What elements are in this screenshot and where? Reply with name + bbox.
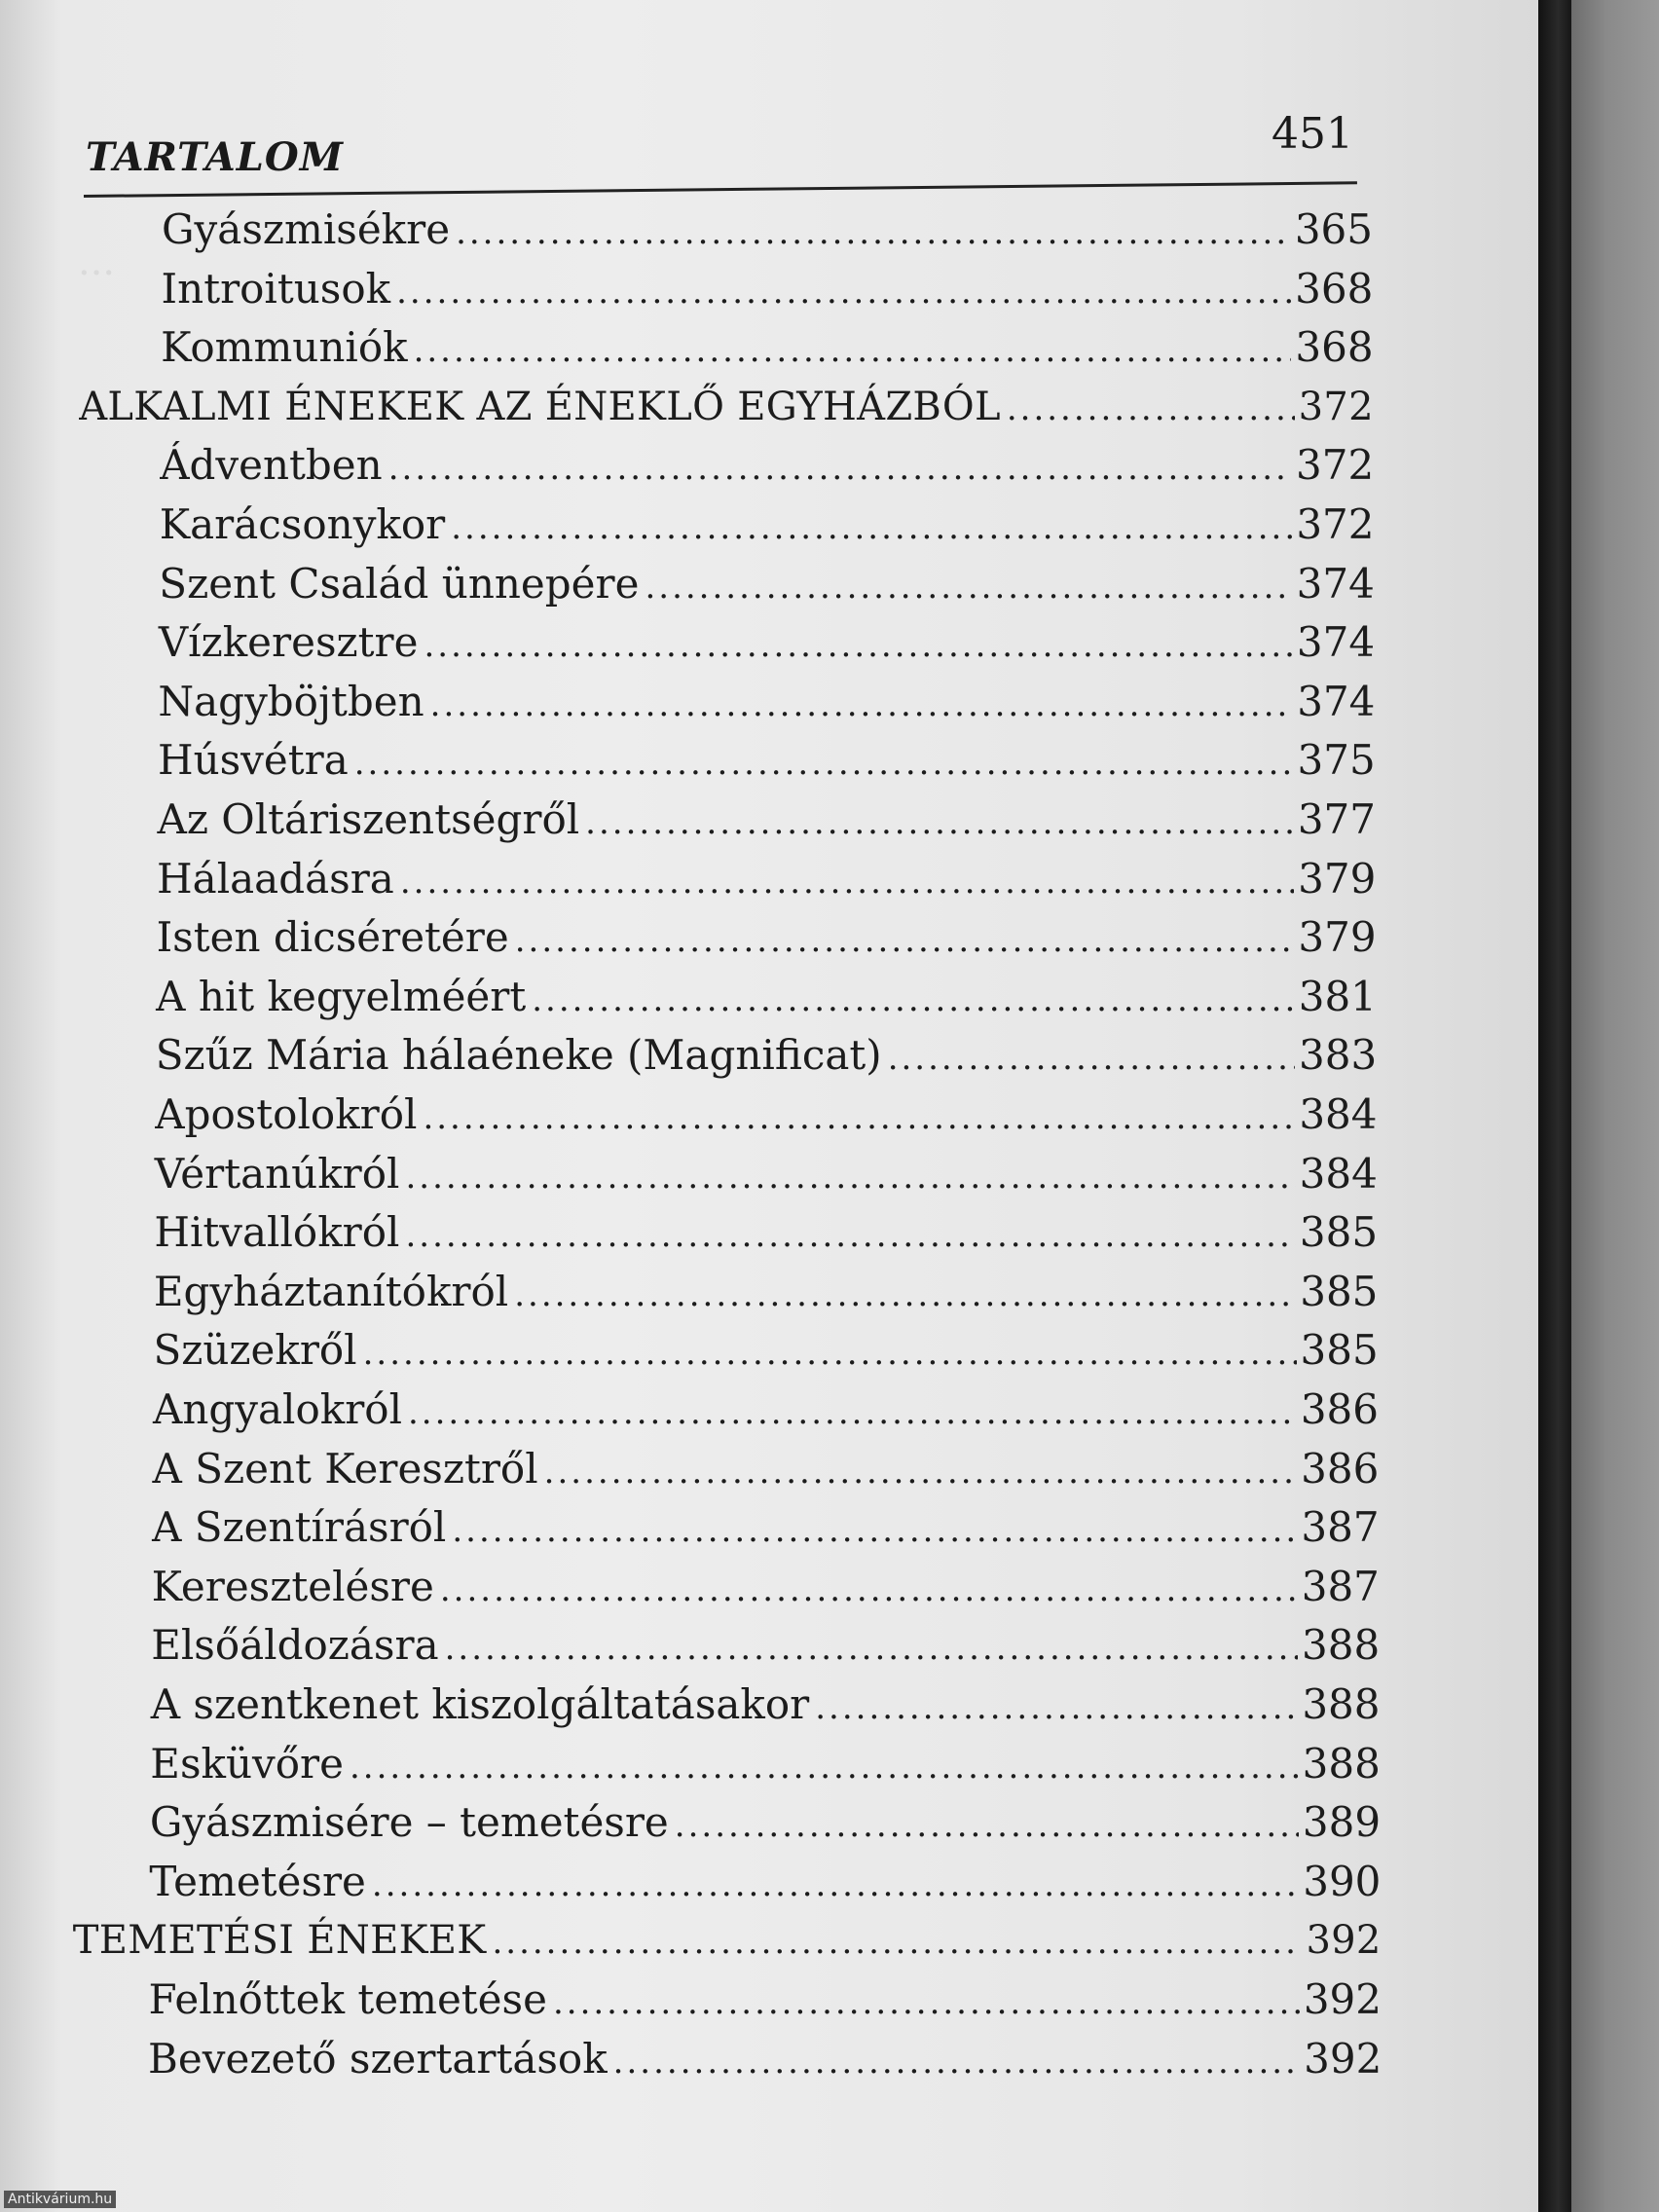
dot-leader [553,1971,1300,2029]
toc-entry [73,1911,1382,1970]
toc-entry-title: Szűz Mária hálaéneke (Magnificat) [155,1031,882,1080]
toc-entry-title: Hitvallókról [154,1208,400,1257]
toc-entry [150,1793,1381,1852]
dot-leader [675,1793,1299,1852]
toc-entry-page: 388 [1302,1680,1381,1728]
dot-leader [350,1735,1299,1793]
background-surface [1571,0,1659,2212]
dot-leader [532,968,1294,1026]
toc-entry [150,1735,1381,1793]
dot-leader [452,1498,1297,1557]
toc-entry [158,791,1377,849]
toc-entry-title: Gyászmisékre [162,205,451,253]
toc-entry [79,378,1374,436]
toc-entry [160,496,1375,554]
toc-entry-title: TEMETÉSI ÉNEKEK [72,1918,487,1964]
dot-leader [405,1203,1295,1262]
toc-entry-page: 377 [1297,795,1376,843]
toc-entry-page: 375 [1297,736,1376,785]
toc-entry [154,1203,1378,1262]
toc-entry-page: 392 [1303,1975,1382,2023]
toc-entry-title: A Szent Keresztről [152,1444,538,1493]
dot-leader [888,1026,1295,1085]
dot-leader [354,731,1294,790]
dot-leader [815,1676,1298,1734]
toc-entry [156,1026,1378,1085]
dot-leader [515,908,1295,967]
dot-leader [456,201,1291,259]
toc-entry-title: Ádventben [160,441,383,490]
dot-leader [388,436,1292,495]
toc-entry-title: Isten dicséretére [156,913,509,962]
toc-entry-page: 388 [1302,1621,1381,1670]
dot-leader [423,1086,1295,1144]
toc-entry-page: 379 [1298,913,1377,962]
dot-leader [451,496,1292,554]
toc-entry [161,318,1374,377]
toc-entry-page: 390 [1303,1857,1382,1905]
toc-entry-title: Esküvőre [150,1739,344,1788]
toc-entry [158,731,1376,790]
toc-entry [162,201,1373,259]
toc-entry-title: Introitusok [161,264,391,313]
toc-entry-page: 387 [1301,1503,1380,1552]
toc-entry-page: 374 [1297,677,1376,725]
toc-entry-title: Vízkeresztre [158,618,419,667]
toc-entry-title: Elsőáldozásra [151,1621,439,1670]
toc-entry [151,1616,1380,1675]
toc-entry [160,436,1374,495]
toc-entry [149,1971,1382,2029]
toc-entry-page: 389 [1302,1798,1382,1847]
toc-entry [156,968,1377,1026]
dot-leader [585,791,1294,849]
toc-entry [151,1676,1381,1734]
dot-leader [424,613,1292,672]
page-number: 451 [1272,109,1353,159]
toc-entry [157,908,1377,967]
toc-entry-page: 388 [1302,1739,1381,1788]
dot-leader [408,1381,1297,1439]
toc-entry-page: 392 [1306,1918,1382,1964]
toc-entry-page: 384 [1299,1149,1378,1198]
toc-entry [152,1498,1380,1557]
dot-leader [414,318,1292,377]
running-head-title: TARTALOM [86,134,345,180]
dot-leader [396,260,1291,318]
toc-entry-title: Kommuniók [161,323,408,372]
toc-entry-page: 374 [1296,618,1376,667]
dot-leader [514,1263,1296,1321]
toc-entry-page: 385 [1300,1326,1379,1375]
toc-entry-title: Temetésre [149,1857,366,1905]
dot-leader [1007,378,1295,436]
toc-entry-title: A hit kegyelméért [156,972,527,1020]
show-through-text: ··· [78,251,116,296]
dot-leader [440,1558,1298,1616]
toc-entry-title: Vértanúkról [154,1149,400,1198]
toc-entry-title: Szüzekről [153,1326,357,1375]
toc-entry-title: Gyászmisére – temetésre [149,1798,669,1847]
toc-entry [153,1321,1378,1380]
dot-leader [405,1145,1295,1203]
toc-entry-page: 372 [1296,500,1375,548]
toc-entry [155,1086,1377,1144]
dot-leader [400,850,1294,908]
dot-leader [645,555,1292,613]
toc-entry-page: 381 [1298,972,1377,1020]
toc-entry-title: Bevezető szertartások [148,2034,608,2083]
toc-entry-page: 385 [1300,1267,1379,1315]
toc-entry [154,1263,1379,1321]
dot-leader [430,673,1294,731]
toc-entry-page: 372 [1296,441,1375,490]
toc-entry [162,260,1374,318]
toc-entry [153,1381,1379,1439]
toc-entry-page: 374 [1296,559,1375,608]
toc-entry-title: Angyalokról [153,1385,402,1433]
toc-entry-title: Szent Család ünnepére [159,559,640,608]
toc-entry [152,1558,1380,1616]
dot-leader [372,1853,1299,1911]
toc-entry-title: A Szentírásról [152,1503,447,1552]
toc-entry [155,1145,1378,1203]
toc-entry-title: Felnőttek temetése [148,1975,547,2023]
dot-leader [492,1911,1302,1970]
toc-entry [158,673,1375,731]
toc-entry-page: 372 [1298,384,1374,429]
toc-entry-page: 386 [1300,1385,1379,1433]
toc-entry-page: 385 [1299,1208,1379,1257]
toc-entry-page: 386 [1301,1444,1380,1493]
toc-entry [159,555,1375,613]
toc-entry-title: Egyháztanítókról [153,1267,509,1315]
toc-entry-title: Apostolokról [155,1090,418,1138]
toc-entry-title: Hálaadásra [157,854,394,903]
toc-entry-page: 368 [1295,323,1374,372]
dot-leader [363,1321,1297,1380]
toc-entry-page: 365 [1294,205,1373,253]
toc-entry-title: Keresztelésre [151,1562,434,1610]
toc-entry-page: 392 [1304,2034,1382,2083]
toc-entry-page: 368 [1295,264,1374,313]
toc-entry-page: 384 [1299,1090,1378,1138]
toc-entry-page: 387 [1301,1562,1380,1610]
toc-entry [148,2030,1382,2088]
toc-entry [149,1853,1381,1911]
toc-entry-title: Karácsonykor [159,500,446,548]
toc-entry-page: 383 [1299,1031,1378,1080]
dot-leader [613,2030,1300,2088]
toc-entry-title: Az Oltáriszentségről [157,795,580,843]
dot-leader [544,1440,1297,1498]
toc-entry [159,613,1375,672]
toc-entry-title: A szentkenet kiszolgáltatásakor [150,1680,810,1728]
toc-entry [153,1440,1380,1498]
toc-entry [157,850,1376,908]
book-cover-edge [1538,0,1571,2212]
toc-entry-page: 379 [1298,854,1377,903]
dot-leader [445,1616,1298,1675]
toc-entry-title: Nagyböjtben [158,677,424,725]
toc-entry-title: Húsvétra [157,736,349,785]
toc-entry-title: ALKALMI ÉNEKEK AZ ÉNEKLŐ EGYHÁZBÓL [79,384,1001,429]
watermark: Antikvárium.hu [4,2191,116,2208]
